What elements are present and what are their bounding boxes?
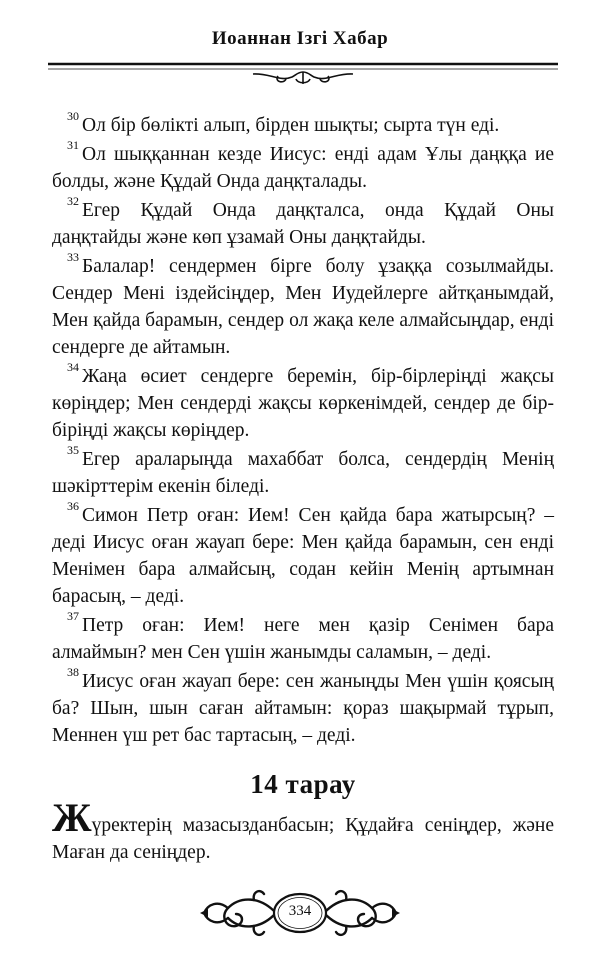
verse-33	[52, 250, 554, 361]
verse-number: 30	[67, 109, 79, 123]
header-ornament-rule	[48, 60, 558, 90]
chapter-first-verse	[52, 795, 554, 866]
verse-number: 34	[67, 360, 79, 374]
verse-text: Симон Петр оған: Ием! Сен қайда бара жатырсың? – деді Иисус оған жауап бере: Мен қайда барамын, сен енді Менімен бара алмайсың, содан кейін Менің артымнан барасың, – деді.	[52, 505, 554, 607]
verse-number: 33	[67, 250, 79, 264]
verse-text: Балалар! сендермен бірге болу ұзаққа созылмайды. Сендер Мені іздейсіңдер, Мен Иудейлерге айтқанымдай, Мен қайда барамын, сендер ол жақа келе алмайсыңдар, енді сендерге де айтамын.	[52, 256, 554, 358]
page-number: 334	[288, 903, 312, 919]
chapter-heading: 14 тарау	[250, 769, 356, 799]
verse-number: 31	[67, 138, 79, 152]
verse-32	[52, 194, 554, 251]
verse-text: Жаңа өсиет сендерге беремін, бір-бірлеріңді жақсы көріңдер; Мен сендерді жақсы көркенімдей, сендер де бір-біріңді жақсы көріңдер.	[52, 366, 554, 441]
verse-text: Ол шыққаннан кезде Иисус: енді адам Ұлы даңққа ие болды, және Құдай Онда даңқталады.	[52, 144, 554, 192]
page-body	[52, 109, 554, 866]
verse-text: Егер араларыңда махаббат болса, сендердің Менің шәкірттерім екенін біледі.	[52, 449, 554, 497]
verse-34	[52, 360, 554, 444]
verse-text: Иисус оған жауап бере: сен жаныңды Мен үшін қоясың ба? Шын, шын саған айтамын: қораз шақырмай тұрып, Меннен үш рет бас тартасың, – деді.	[52, 671, 554, 746]
verse-number: 37	[67, 609, 79, 623]
drop-cap: Ж	[52, 795, 92, 840]
verse-31	[52, 138, 554, 195]
verse-35	[52, 443, 554, 500]
verse-number: 35	[67, 443, 79, 457]
verse-30	[52, 109, 554, 139]
verse-text: Ол бір бөлікті алып, бірден шықты; сырта түн еді.	[82, 115, 500, 136]
verse-number: 36	[67, 499, 79, 513]
verse-37	[52, 609, 554, 666]
running-header-title: Иоаннан Ізгі Хабар	[211, 28, 389, 49]
verse-number: 38	[67, 665, 79, 679]
verse-36	[52, 499, 554, 610]
verse-text: Петр оған: Ием! неге мен қазір Сенімен бара алмаймын? мен Сен үшін жанымды саламын, – деді.	[52, 615, 554, 663]
verse-text: үректерің мазасызданбасын; Құдайға сеніңдер, және Маған да сеніңдер.	[52, 815, 554, 863]
verse-38	[52, 665, 554, 749]
verse-number: 32	[67, 194, 79, 208]
verse-text: Егер Құдай Онда даңқталса, онда Құдай Оны даңқтайды және көп ұзамай Оны даңқтайды.	[52, 200, 554, 248]
header-flourish-icon	[253, 72, 353, 84]
